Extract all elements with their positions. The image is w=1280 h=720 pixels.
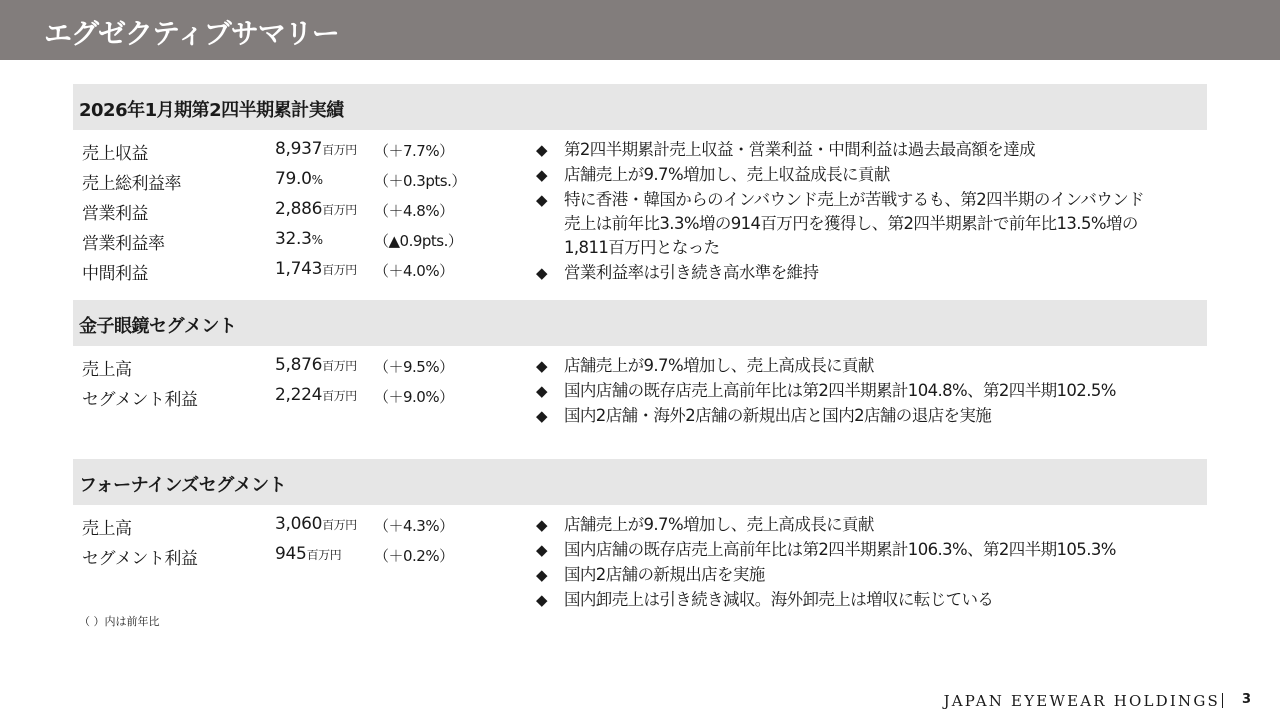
metric-value — [275, 229, 323, 249]
metric-label: 売上収益 — [82, 144, 148, 164]
diamond-icon: ◆ — [536, 191, 547, 209]
metric-row — [82, 514, 502, 538]
bullet-text: 国内卸売上は引き続き減収。海外卸売上は増収に転じている — [564, 590, 994, 609]
diamond-icon: ◆ — [536, 141, 547, 159]
bullet-text: 国内2店舗・海外2店舗の新規出店と国内2店舗の退店を実施 — [564, 406, 992, 425]
metric-row — [82, 139, 502, 163]
metric-unit: 百万円 — [322, 143, 357, 157]
metric-change: （＋4.8%） — [374, 202, 454, 220]
section-header-fournines — [73, 459, 1207, 505]
bullet-text: 店舗売上が9.7%増加し、売上高成長に貢献 — [564, 515, 874, 534]
bullet-item — [534, 261, 1154, 285]
footnote: （ ）内は前年比 — [79, 615, 160, 628]
metric-change: （＋4.0%） — [374, 262, 454, 280]
metric-label: 中間利益 — [82, 264, 148, 284]
metric-row — [82, 544, 502, 568]
bullet-item — [534, 563, 1154, 587]
metric-change: （＋9.5%） — [374, 358, 454, 376]
bullet-text: 店舗売上が9.7%増加し、売上収益成長に貢献 — [564, 165, 890, 184]
bullet-item — [534, 588, 1154, 612]
metric-change: （＋0.3pts.） — [374, 172, 466, 190]
bullet-list — [534, 513, 1154, 613]
metric-number: 1,743 — [275, 259, 323, 279]
metric-change: （＋7.7%） — [374, 142, 454, 160]
metric-unit: 百万円 — [322, 518, 357, 532]
bullet-text: 第2四半期累計売上収益・営業利益・中間利益は過去最高額を達成 — [564, 140, 1035, 159]
metric-unit: % — [311, 233, 323, 247]
metric-unit: 百万円 — [322, 263, 357, 277]
diamond-icon: ◆ — [536, 357, 547, 375]
metric-row — [82, 355, 502, 379]
bullet-text: 国内店舗の既存店売上高前年比は第2四半期累計106.3%、第2四半期105.3% — [564, 540, 1116, 559]
section-header-kaneko — [73, 300, 1207, 346]
footer-divider — [1222, 693, 1223, 708]
bullet-item — [534, 379, 1154, 403]
metric-number: 3,060 — [275, 514, 323, 534]
bullet-item — [534, 188, 1154, 260]
section-title: 金子眼鏡セグメント — [79, 316, 237, 337]
metric-number: 32.3 — [275, 229, 312, 249]
metric-change: （▲0.9pts.） — [374, 232, 463, 250]
metric-row — [82, 229, 502, 253]
bullet-text: 特に香港・韓国からのインバウンド売上が苦戦するも、第2四半期のインバウンド売上は前年比3.3%増の914百万円を獲得し、第2四半期累計で前年比13.5%増の1,811百万円となった — [564, 190, 1144, 257]
diamond-icon: ◆ — [536, 382, 547, 400]
metric-number: 79.0 — [275, 169, 312, 189]
metric-value — [275, 259, 357, 279]
metric-unit: % — [311, 173, 323, 187]
metric-value — [275, 169, 323, 189]
metric-label: 営業利益 — [82, 204, 148, 224]
metric-unit: 百万円 — [322, 203, 357, 217]
title-bar — [0, 0, 1280, 60]
metric-number: 5,876 — [275, 355, 323, 375]
metric-change: （＋0.2%） — [374, 547, 454, 565]
metric-label: セグメント利益 — [82, 390, 198, 410]
bullet-item — [534, 404, 1154, 428]
bullet-text: 国内店舗の既存店売上高前年比は第2四半期累計104.8%、第2四半期102.5% — [564, 381, 1116, 400]
diamond-icon: ◆ — [536, 516, 547, 534]
metric-label: 売上高 — [82, 360, 132, 380]
metric-number: 2,886 — [275, 199, 323, 219]
diamond-icon: ◆ — [536, 407, 547, 425]
metric-value — [275, 385, 357, 405]
diamond-icon: ◆ — [536, 166, 547, 184]
bullet-item — [534, 138, 1154, 162]
diamond-icon: ◆ — [536, 264, 547, 282]
metric-number: 8,937 — [275, 139, 323, 159]
metric-label: 売上総利益率 — [82, 174, 181, 194]
bullet-item — [534, 513, 1154, 537]
metric-label: 売上高 — [82, 519, 132, 539]
metric-value — [275, 199, 357, 219]
metric-unit: 百万円 — [322, 389, 357, 403]
bullet-text: 営業利益率は引き続き高水準を維持 — [564, 263, 819, 282]
page-title: エグゼクティブサマリー — [44, 17, 339, 50]
metric-label: 営業利益率 — [82, 234, 165, 254]
section-header-results — [73, 84, 1207, 130]
metric-row — [82, 259, 502, 283]
brand-name: JAPAN EYEWEAR HOLDINGS — [943, 692, 1220, 710]
diamond-icon: ◆ — [536, 566, 547, 584]
metric-value — [275, 355, 357, 375]
metric-number: 945 — [275, 544, 307, 564]
metric-row — [82, 385, 502, 409]
metric-unit: 百万円 — [322, 359, 357, 373]
metric-change: （＋9.0%） — [374, 388, 454, 406]
metric-row — [82, 199, 502, 223]
bullet-item — [534, 163, 1154, 187]
metric-value — [275, 514, 357, 534]
section-title: フォーナインズセグメント — [79, 475, 287, 496]
bullet-text: 国内2店舗の新規出店を実施 — [564, 565, 765, 584]
metric-number: 2,224 — [275, 385, 323, 405]
page-number: 3 — [1242, 692, 1252, 707]
diamond-icon: ◆ — [536, 541, 547, 559]
bullet-text: 店舗売上が9.7%増加し、売上高成長に貢献 — [564, 356, 874, 375]
section-title: 2026年1月期第2四半期累計実績 — [79, 100, 344, 121]
bullet-list — [534, 354, 1154, 429]
metric-change: （＋4.3%） — [374, 517, 454, 535]
metric-value — [275, 139, 357, 159]
bullet-item — [534, 354, 1154, 378]
metric-unit: 百万円 — [306, 548, 342, 562]
bullet-item — [534, 538, 1154, 562]
diamond-icon: ◆ — [536, 591, 547, 609]
metric-value — [275, 544, 341, 564]
metric-row — [82, 169, 502, 193]
metric-label: セグメント利益 — [82, 549, 198, 569]
bullet-list — [534, 138, 1154, 286]
